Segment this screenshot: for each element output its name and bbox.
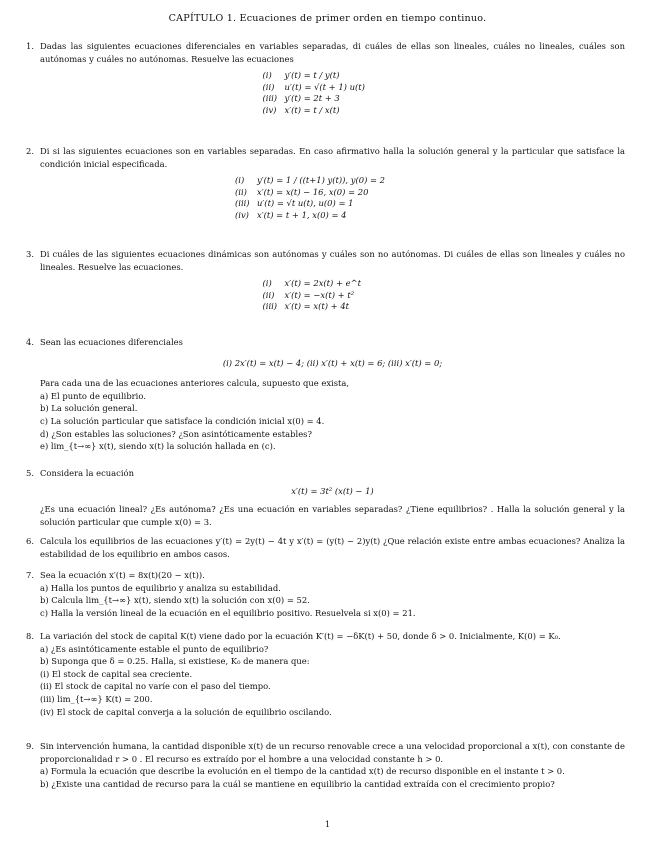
sub-question: (iv) El stock de capital converja a la solución de equilibrio oscilando. [40, 706, 332, 717]
equation-row [263, 290, 403, 302]
equation: u′(t) = √t u(t), u(0) = 1 [257, 198, 354, 209]
sub-question: e) lim_{t→∞} x(t), siendo x(t) la solución hallada en (c). [40, 441, 276, 452]
problem-1 [26, 40, 625, 116]
equation-row [235, 187, 430, 199]
equation-row [263, 301, 403, 313]
equation: x′(t) = −x(t) + t² [284, 289, 355, 300]
equation-label: (ii) [262, 81, 275, 92]
equation-row [263, 278, 403, 290]
equation-label: (i) [262, 70, 272, 81]
problem-number: 2. [26, 146, 34, 156]
display-equation: (i) 2x′(t) = x(t) − 4; (ii) x′(t) + x(t) = 6; (iii) x′(t) = 0; [222, 357, 443, 368]
sub-question: c) La solución particular que satisface la condición inicial x(0) = 4. [40, 415, 325, 426]
problem-8 [26, 630, 625, 718]
problem-number: 6. [26, 536, 34, 546]
equation-label: (ii) [235, 186, 247, 197]
equation-row [235, 198, 430, 210]
problem-instructions: ¿Es una ecuación lineal? ¿Es autónoma? ¿Es una ecuación en variables separadas? ¿Tiene equilibrios? . Halla la solución general y la solución particular que cumple x(0) = 3. [40, 504, 625, 527]
sub-question: c) Halla la versión lineal de la ecuación en el equilibrio positivo. Resuelvela si x(0) = 21. [40, 607, 416, 618]
page-number: 1 [324, 819, 331, 829]
sub-question: a) ¿Es asintóticamente estable el punto de equilibrio? [40, 643, 269, 654]
chapter-title: CAPÍTULO 1. Ecuaciones de primer orden en tiempo continuo. [168, 13, 487, 24]
problem-2 [26, 145, 625, 221]
equation-label: (iv) [262, 104, 277, 115]
equation: y′(t) = 1 / ((t+1) y(t)), y(0) = 2 [257, 175, 386, 186]
problem-statement: Di cuáles de las siguientes ecuaciones dinámicas son autónomas y cuáles son no autónomas. Di cuáles de ellas son lineales y cuáles no lineales. Resuelve las ecuaciones. [40, 249, 625, 272]
equation: x′(t) = t / x(t) [284, 104, 340, 115]
equation-label: (i) [262, 278, 272, 289]
sub-question: (i) El stock de capital sea creciente. [40, 668, 193, 679]
equation: y′(t) = 2t + 3 [284, 93, 340, 104]
problem-statement: Calcula los equilibrios de las ecuaciones y′(t) = 2y(t) − 4t y x′(t) = (y(t) − 2)y(t) ¿Que relación existe entre ambas ecuaciones? Analiza la estabilidad de los equilibrio en ambos casos. [40, 536, 625, 559]
problem-3 [26, 248, 625, 313]
problem-statement: Sin intervención humana, la cantidad disponible x(t) de un recurso renovable crece a una velocidad proporcional a x(t), con constante de proporcionalidad r > 0 . El recurso es extraído por el hombre a una velocidad constante h > 0. [40, 741, 625, 764]
sub-question: b) La solución general. [40, 403, 138, 414]
equation: x′(t) = t + 1, x(0) = 4 [257, 209, 347, 220]
equation-label: (iii) [262, 301, 278, 312]
sub-question: b) Suponga que δ = 0.25. Halla, si existiese, K₀ de manera que: [40, 656, 310, 667]
problem-statement: Sean las ecuaciones diferenciales [40, 337, 183, 347]
problem-9 [26, 740, 625, 790]
equation-row [235, 175, 430, 187]
sub-question: a) Formula la ecuación que describe la evolución en el tiempo de la cantidad x(t) de recurso disponible en el instante t > 0. [40, 766, 565, 777]
problem-6 [26, 535, 625, 560]
problem-7 [26, 569, 625, 619]
problem-4 [26, 336, 625, 453]
equation-label: (i) [235, 175, 245, 186]
problem-number: 8. [26, 631, 34, 641]
equation-row [235, 210, 430, 222]
sub-question: d) ¿Son estables las soluciones? ¿Son asintóticamente estables? [40, 428, 312, 439]
problem-number: 5. [26, 468, 34, 478]
equation-label: (iii) [262, 93, 278, 104]
equation: u′(t) = √(t + 1) u(t) [284, 81, 365, 92]
problem-statement: Sea la ecuación x′(t) = 8x(t)(20 − x(t)). [40, 570, 205, 580]
problem-number: 1. [26, 41, 34, 51]
problem-statement: Di si las siguientes ecuaciones son en variables separadas. En caso afirmativo halla la solución general y la particular que satisface la condición inicial especificada. [40, 146, 625, 169]
equation-row [263, 82, 403, 94]
equation: y′(t) = t / y(t) [284, 70, 340, 81]
equation: x′(t) = 2x(t) + e^t [284, 278, 361, 289]
problem-statement: Considera la ecuación [40, 468, 134, 478]
display-equation: x′(t) = 3t² (x(t) − 1) [291, 485, 374, 496]
problem-statement: Dadas las siguientes ecuaciones diferenciales en variables separadas, di cuáles de ellas son lineales, cuáles no lineales, cuáles son autónomas y cuáles no autónomas. Resuelve las ecuaciones [40, 41, 625, 64]
sub-question: (ii) El stock de capital no varíe con el paso del tiempo. [40, 681, 271, 692]
problem-number: 4. [26, 337, 34, 347]
equation-row [263, 105, 403, 117]
equation-list [263, 70, 403, 116]
equation-label: (iv) [235, 209, 249, 220]
sub-question: a) El punto de equilibrio. [40, 390, 146, 401]
equation: x′(t) = x(t) + 4t [284, 301, 350, 312]
problem-instructions: Para cada una de las ecuaciones anteriores calcula, supuesto que exista, [40, 378, 350, 389]
equation-label: (iii) [235, 198, 250, 209]
equation-label: (ii) [262, 289, 275, 300]
problem-number: 9. [26, 741, 34, 751]
equation-row [263, 70, 403, 82]
sub-question: a) Halla los puntos de equilibrio y analiza su estabilidad. [40, 582, 281, 593]
problem-statement: La variación del stock de capital K(t) viene dado por la ecuación K′(t) = −δK(t) + 50, donde δ > 0. Inicialmente, K(0) = K₀. [40, 631, 561, 641]
problem-5 [26, 467, 625, 528]
equation-list [263, 278, 403, 313]
equation-row [263, 93, 403, 105]
sub-question: b) Calcula lim_{t→∞} x(t), siendo x(t) la solución con x(0) = 52. [40, 595, 310, 606]
problem-number: 3. [26, 249, 34, 259]
equation: x′(t) = x(t) − 16, x(0) = 20 [257, 186, 369, 197]
equation-list [235, 175, 430, 221]
problem-number: 7. [26, 570, 34, 580]
sub-question: b) ¿Existe una cantidad de recurso para la cuál se mantiene en equilibrio la cantidad extraída con el crecimiento propio? [40, 778, 555, 789]
sub-question: (iii) lim_{t→∞} K(t) = 200. [40, 693, 153, 704]
